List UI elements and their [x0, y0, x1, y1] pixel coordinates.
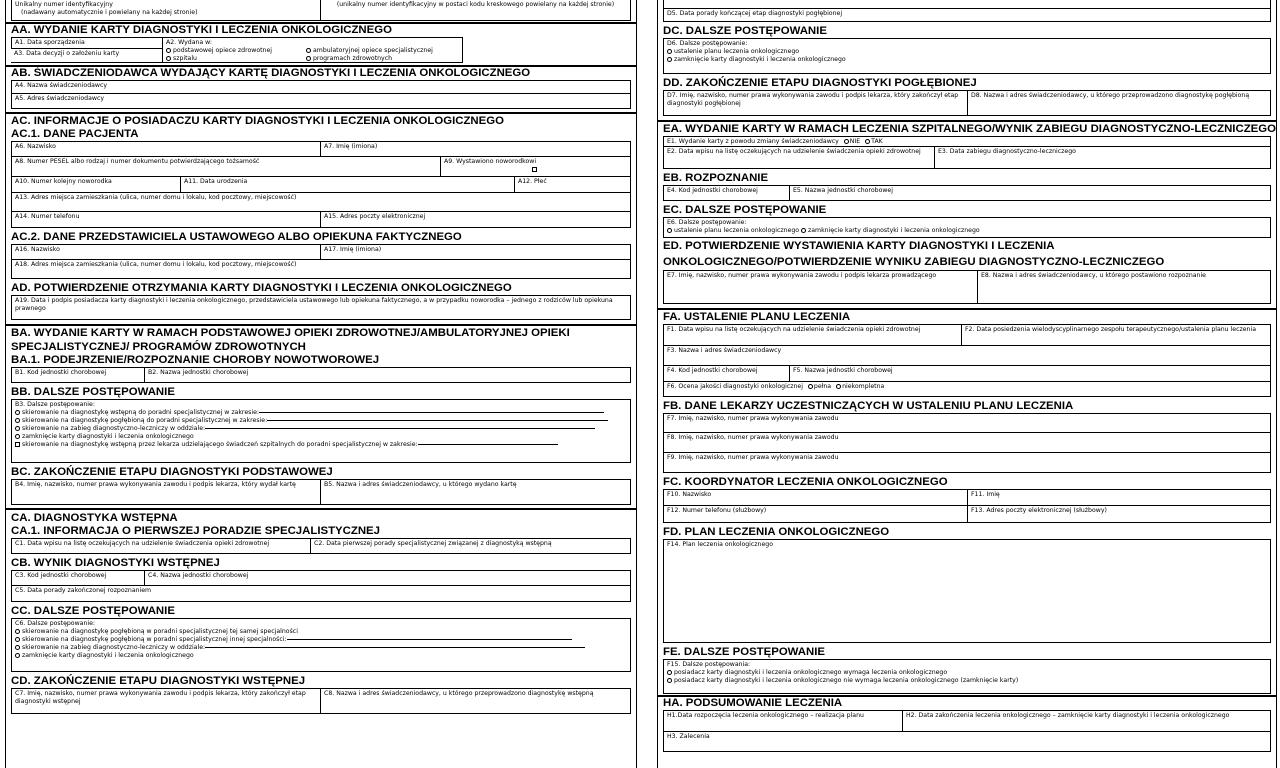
e3-field[interactable]	[935, 147, 1271, 169]
radio-icon	[836, 384, 841, 389]
section-ac2-title: AC.2. DANE PRZEDSTAWICIELA USTAWOWEGO ALBO OPIEKUNA FAKTYCZNEGO	[11, 231, 462, 243]
b2-label: B2. Nazwa jednostki chorobowej	[148, 369, 249, 376]
aa-row	[11, 37, 631, 63]
c1-field[interactable]	[11, 538, 311, 554]
b5-label: B5. Nazwa i adres świadczeniodawcy, u którego wydano kartę	[324, 481, 517, 488]
section-bb-title: BB. DALSZE POSTĘPOWANIE	[11, 386, 175, 398]
h3-field[interactable]	[663, 732, 1271, 752]
radio-icon	[15, 653, 20, 658]
f13-field[interactable]	[968, 506, 1271, 523]
e8-label: E8. Nazwa i adres świadczeniodawcy, u którego postawiono rozpoznanie	[981, 272, 1206, 279]
f4-field[interactable]	[663, 366, 790, 382]
section-ac-title: AC. INFORMACJE O POSIADACZU KARTY DIAGNOSTYKI I LECZENIA ONKOLOGICZNEGO	[11, 115, 504, 127]
f11-field[interactable]	[968, 489, 1271, 506]
a16-field[interactable]	[11, 244, 321, 260]
c6-option-4[interactable]	[15, 652, 627, 660]
radio-icon	[865, 139, 870, 144]
a9-field[interactable]	[441, 157, 631, 177]
right-column	[657, 0, 1277, 768]
f15-option-1[interactable]	[667, 669, 1267, 677]
f10-field[interactable]	[663, 489, 968, 506]
b1-label: B1. Kod jednostki chorobowej	[15, 369, 107, 376]
a12-field[interactable]	[515, 177, 631, 193]
c6-option-3-line[interactable]	[205, 647, 585, 648]
b3-option-2[interactable]	[15, 417, 627, 425]
d7-label: D7. Imię, nazwisko, numer prawa wykonywania zawodu i podpis lekarza, który zakończył etap diagnostyki pogłębionej	[667, 92, 959, 107]
c6-option-label: zamknięcie karty diagnostyki i leczenia onkologicznego	[22, 652, 194, 659]
a14-field[interactable]	[11, 212, 321, 228]
section-ac1-title: AC.1. DANE PACJENTA	[11, 128, 139, 140]
a2-label: A2. Wydana w:	[166, 39, 212, 46]
d6-option-2[interactable]	[667, 56, 1267, 64]
a5-label: A5. Adres świadczeniodawcy	[15, 95, 105, 102]
h1-label: H1.Data rozpoczęcia leczenia onkologicznego – realizacja planu	[667, 712, 864, 719]
e5-label: E5. Nazwa jednostki chorobowej	[793, 187, 893, 194]
a15-field[interactable]	[321, 212, 631, 228]
e2-field[interactable]	[663, 147, 935, 169]
uid-label: Unikalny numer identyfikacyjny	[15, 1, 113, 8]
c6-field	[11, 618, 631, 672]
c8-label: C8. Nazwa i adres świadczeniodawcy, u którego przeprowadzono diagnostykę wstępną	[324, 690, 594, 697]
f6-incomplete-label: niekompletna	[842, 383, 885, 390]
radio-icon	[667, 49, 672, 54]
f2-field[interactable]	[962, 324, 1271, 346]
e3-label: E3. Data zabiegu diagnostyczno-leczniczego	[938, 148, 1076, 155]
aa-left	[11, 37, 163, 63]
a19-label: A19. Data i podpis posiadacza karty diagnostyki i leczenia onkologicznego, przedstawiciela ustawowego lub opiekuna faktycznego, a w przypadku noworodka – jednego z rodziców lub opiekuna prawnego	[15, 297, 613, 312]
c6-option-label: skierowanie na diagnostykę pogłębioną w poradni specjalistycznej innej specjalności:	[22, 636, 287, 643]
a2-option-label: podstawowej opiece zdrowotnej	[173, 47, 272, 54]
a12-label: A12. Płeć	[518, 178, 547, 185]
radio-icon	[667, 678, 672, 683]
section-ec-title: EC. DALSZE POSTĘPOWANIE	[663, 204, 827, 216]
d8-field[interactable]	[968, 90, 1271, 116]
section-dd-title: DD. ZAKOŃCZENIE ETAPU DIAGNOSTYKI POGŁĘBIONEJ	[663, 77, 977, 89]
b3-option-1[interactable]	[15, 409, 627, 417]
section-cb-title: CB. WYNIK DIAGNOSTYKI WSTĘPNEJ	[11, 557, 220, 569]
radio-icon	[306, 48, 311, 53]
c2-label: C2. Data pierwszej porady specjalistycznej związanej z diagnostyką wstępną	[314, 540, 552, 547]
uid-barcode-field[interactable]	[321, 0, 631, 21]
f2-label: F2. Data posiedzenia wielodyscyplinarnego zespołu terapeutycznego/ustalenia planu leczenia	[965, 326, 1256, 333]
e6-option-2[interactable]	[801, 227, 980, 234]
radio-icon	[844, 139, 849, 144]
radio-icon	[801, 228, 806, 233]
a17-label: A17. Imię (imiona)	[324, 246, 382, 253]
f12-field[interactable]	[663, 506, 968, 523]
a1-label: A1. Data sporządzenia	[15, 39, 85, 46]
f15-option-label: posiadacz karty diagnostyki i leczenia onkologicznego wymaga leczenia onkologicznego	[674, 669, 948, 676]
b3-option-4[interactable]	[15, 433, 627, 441]
f8-field[interactable]	[663, 433, 1271, 453]
section-eb-title: EB. ROZPOZNANIE	[663, 172, 769, 184]
section-fe-title: FE. DALSZE POSTĘPOWANIE	[663, 646, 826, 658]
b5-field[interactable]	[321, 479, 631, 505]
radio-icon	[15, 426, 20, 431]
a3-label: A3. Data decyzji o założeniu karty	[14, 50, 120, 57]
e8-field[interactable]	[978, 270, 1271, 304]
e1-label: E1. Wydanie karty z powodu zmiany świadczeniodawcy	[667, 138, 839, 145]
radio-icon	[15, 637, 20, 642]
section-ba1-title: BA.1. PODEJRZENIE/ROZPOZNANIE CHOROBY NOWOTWOROWEJ	[11, 354, 380, 366]
checkbox-icon	[532, 167, 537, 172]
c8-field[interactable]	[321, 688, 631, 714]
c6-option-label: skierowanie na diagnostykę pogłębioną w poradni specjalistycznej tej samej specjalności	[22, 628, 298, 635]
c6-option-label: skierowanie na zabieg diagnostyczno-leczniczy w oddziale:	[22, 644, 206, 651]
a6-label: A6. Nazwisko	[15, 143, 56, 150]
section-bc-title: BC. ZAKOŃCZENIE ETAPU DIAGNOSTYKI PODSTAWOWEJ	[11, 466, 333, 478]
section-ha-title: HA. PODSUMOWANIE LECZENIA	[663, 697, 843, 709]
c6-option-3[interactable]	[15, 644, 627, 652]
f15-option-2[interactable]	[667, 677, 1267, 685]
a2-field	[163, 37, 463, 63]
section-fb-title: FB. DANE LEKARZY UCZESTNICZĄCYCH W USTALENIU PLANU LECZENIA	[663, 400, 1074, 412]
f15-option-label: posiadacz karty diagnostyki i leczenia onkologicznego nie wymaga leczenia onkologicznego (zamknięcie karty)	[674, 677, 1019, 684]
a7-label: A7. Imię (imiona)	[324, 143, 378, 150]
radio-icon	[667, 228, 672, 233]
d6-label: D6. Dalsze postępowanie:	[667, 40, 748, 47]
c4-field[interactable]	[145, 570, 631, 586]
f14-field[interactable]	[663, 539, 1271, 643]
b3-option-label: skierowanie na diagnostykę wstępną przez lekarza udzielającego świadczeń szpitalnych do poradni specjalistycznej w zakresie:	[22, 441, 418, 448]
a2-option-programy[interactable]	[306, 55, 433, 63]
e7-label: E7. Imię, nazwisko, numer prawa wykonywania zawodu i podpis lekarza prowadzącego	[667, 272, 937, 279]
uid-field[interactable]	[11, 0, 321, 21]
a16-label: A16. Nazwisko	[15, 246, 60, 253]
section-ca-title: CA. DIAGNOSTYKA WSTĘPNA	[11, 512, 178, 524]
b3-option-2-line[interactable]	[267, 420, 608, 421]
c4-label: C4. Nazwa jednostki chorobowej	[148, 572, 249, 579]
b3-option-label: skierowanie na diagnostykę pogłębioną do poradni specjalistycznej w zakresie:	[22, 417, 268, 424]
a8-label: A8. Numer PESEL albo rodzaj i numer dokumentu potwierdzającego tożsamość	[15, 158, 260, 165]
a9-label: A9. Wystawiono noworodkowi	[444, 158, 537, 165]
c6-option-1[interactable]	[15, 628, 627, 636]
b3-label: B3. Dalsze postępowanie:	[15, 401, 95, 408]
f7-field[interactable]	[663, 413, 1271, 433]
c3-field[interactable]	[11, 570, 145, 586]
d5-label: D5. Data porady kończącej etap diagnostyki pogłębionej	[667, 10, 843, 17]
section-ba-title: BA. WYDANIE KARTY W RAMACH PODSTAWOWEJ OPIEKI ZDROWOTNEJ/AMBULATORYJNEJ OPIEKI SPECJALISTYCZNEJ/ PROGRAMÓW ZDROWOTNYCH	[11, 327, 570, 353]
e1-option-yes[interactable]	[865, 138, 883, 145]
f12-label: F12. Numer telefonu (służbowy)	[667, 507, 767, 514]
radio-icon	[808, 384, 813, 389]
a2-option-szpital[interactable]	[166, 55, 306, 63]
h3-label: H3. Zalecenia	[667, 733, 710, 740]
c5-field[interactable]	[11, 586, 631, 602]
a10-field[interactable]	[11, 177, 181, 193]
d6-field	[663, 38, 1271, 74]
f1-label: F1. Data wpisu na listę oczekujących na udzielenie świadczenia opieki zdrowotnej	[667, 326, 921, 333]
checkbox-icon	[15, 442, 20, 447]
h2-label: H2. Data zakończenia leczenia onkologicznego – zamknięcie karty diagnostyki i leczenia onkologicznego	[906, 712, 1230, 719]
a10-label: A10. Numer kolejny noworodka	[15, 178, 112, 185]
a3-field[interactable]	[11, 49, 163, 63]
b3-option-5[interactable]	[15, 441, 627, 449]
a5-field[interactable]	[11, 94, 631, 109]
f15-label: F15. Dalsze postępowania:	[667, 661, 751, 668]
b3-option-label: skierowanie na zabieg diagnostyczno-leczniczy w oddziale:	[22, 425, 206, 432]
f1-field[interactable]	[663, 324, 962, 346]
c1-label: C1. Data wpisu na listę oczekujących na udzielenie świadczenia opieki zdrowotnej	[15, 540, 270, 547]
c2-field[interactable]	[311, 538, 631, 554]
radio-icon	[306, 56, 311, 61]
e5-field[interactable]	[790, 185, 1271, 201]
e6-option-label: zamknięcie karty diagnostyki i leczenia onkologicznego	[808, 227, 980, 234]
a8-field[interactable]	[11, 157, 441, 177]
section-aa-title: AA. WYDANIE KARTY DIAGNOSTYKI I LECZENIA ONKOLOGICZNEGO	[11, 24, 392, 36]
section-cd-title: CD. ZAKOŃCZENIE ETAPU DIAGNOSTYKI WSTĘPNEJ	[11, 675, 306, 687]
b1-field[interactable]	[11, 367, 145, 383]
c6-label: C6. Dalsze postępowanie:	[15, 620, 95, 627]
c6-option-2[interactable]	[15, 636, 627, 644]
b3-option-3[interactable]	[15, 425, 627, 433]
a2-option-label: szpitalu	[173, 55, 197, 62]
c7-field[interactable]	[11, 688, 321, 714]
radio-icon	[667, 57, 672, 62]
uid-row	[11, 0, 631, 21]
e6-option-1[interactable]	[667, 227, 799, 234]
section-ab-title: AB. ŚWIADCZENIODAWCA WYDAJĄCY KARTĘ DIAGNOSTYKI I LECZENIA ONKOLOGICZNEGO	[11, 67, 531, 79]
e6-option-label: ustalenie planu leczenia onkologicznego	[674, 227, 800, 234]
radio-icon	[15, 629, 20, 634]
e4-field[interactable]	[663, 185, 790, 201]
a18-label: A18. Adres miejsca zamieszkania (ulica, numer domu i lokalu, kod pocztowy, miejscowość)	[15, 261, 297, 268]
a7-field[interactable]	[321, 141, 631, 157]
radio-icon	[15, 434, 20, 439]
section-fa-title: FA. USTALENIE PLANU LECZENIA	[663, 311, 851, 323]
d8-label: D8. Nazwa i adres świadczeniodawcy, u którego przeprowadzono diagnostykę pogłębioną	[971, 92, 1250, 99]
uid-barcode-note: (unikalny numer identyfikacyjny w postaci kodu kreskowego powielany na każdej stronie)	[336, 1, 615, 8]
d7-field[interactable]	[663, 90, 968, 116]
a4-label: A4. Nazwa świadczeniodawcy	[15, 82, 108, 89]
f11-label: F11. Imię	[971, 491, 1000, 498]
a6-field[interactable]	[11, 141, 321, 157]
a2-option-label: programach zdrowotnych	[313, 55, 393, 62]
f14-label: F14. Plan leczenia onkologicznego	[667, 541, 773, 548]
section-cc-title: CC. DALSZE POSTĘPOWANIE	[11, 605, 175, 617]
section-ea-title: EA. WYDANIE KARTY W RAMACH LECZENIA SZPITALNEGO/WYNIK ZABIEGU DIAGNOSTYCZNO-LECZNICZEGO	[663, 123, 1276, 135]
f5-field[interactable]	[790, 366, 1271, 382]
f8-label: F8. Imię, nazwisko, numer prawa wykonywania zawodu	[667, 434, 839, 441]
radio-icon	[166, 48, 171, 53]
radio-icon	[15, 645, 20, 650]
f4-label: F4. Kod jednostki chorobowej	[667, 367, 758, 374]
e1-field	[663, 136, 1271, 147]
b3-option-label: zamknięcie karty diagnostyki i leczenia onkologicznego	[22, 433, 194, 440]
a9-checkbox[interactable]	[532, 166, 539, 174]
d5-field[interactable]	[663, 9, 1271, 22]
f6-full-label: pełna	[813, 383, 832, 390]
a15-label: A15. Adres poczty elektronicznej	[324, 213, 426, 220]
left-column	[5, 0, 637, 768]
radio-icon	[166, 56, 171, 61]
f7-label: F7. Imię, nazwisko, numer prawa wykonywania zawodu	[667, 415, 839, 422]
c5-label: C5. Data porady zakończonej rozpoznaniem	[15, 587, 152, 594]
e1-yes-label: TAK	[871, 138, 883, 145]
section-fd-title: FD. PLAN LECZENIA ONKOLOGICZNEGO	[663, 526, 890, 538]
f9-label: F9. Imię, nazwisko, numer prawa wykonywania zawodu	[667, 454, 839, 461]
a19-field[interactable]	[11, 295, 631, 320]
b3-option-1-line[interactable]	[259, 412, 604, 413]
a11-field[interactable]	[181, 177, 515, 193]
f10-label: F10. Nazwisko	[667, 491, 712, 498]
d6-option-label: ustalenie planu leczenia onkologicznego	[674, 48, 800, 55]
d6-option-1[interactable]	[667, 48, 1267, 56]
section-dc-title: DC. DALSZE POSTĘPOWANIE	[663, 25, 827, 37]
f3-label: F3. Nazwa i adres świadczeniodawcy	[667, 347, 782, 354]
a14-label: A14. Numer telefonu	[15, 213, 80, 220]
c6-option-2-line[interactable]	[287, 639, 572, 640]
e7-field[interactable]	[663, 270, 978, 304]
b3-field	[11, 399, 631, 463]
f6-label: F6. Ocena jakości diagnostyki onkologicznej	[667, 383, 803, 390]
radio-icon	[15, 410, 20, 415]
f13-label: F13. Adres poczty elektronicznej (służbowy)	[971, 507, 1107, 514]
d-prev-field[interactable]	[663, 0, 1271, 9]
e6-options	[667, 227, 1267, 235]
a17-field[interactable]	[321, 244, 631, 260]
h1-field[interactable]	[663, 710, 903, 732]
section-ca1-title: CA.1. INFORMACJA O PIERWSZEJ PORADZIE SPECJALISTYCZNEJ	[11, 525, 380, 537]
e4-label: E4. Kod jednostki chorobowej	[667, 187, 758, 194]
section-fc-title: FC. KOORDYNATOR LECZENIA ONKOLOGICZNEGO	[663, 476, 948, 488]
e6-label: E6. Dalsze postępowanie:	[667, 219, 747, 226]
f15-field	[663, 659, 1271, 694]
c3-label: C3. Kod jednostki chorobowej	[15, 572, 107, 579]
b2-field[interactable]	[145, 367, 631, 383]
c7-label: C7. Imię, nazwisko, numer prawa wykonywania zawodu i podpis lekarza, który zakończył etap diagnostyki wstępnej	[15, 690, 306, 705]
radio-icon	[15, 418, 20, 423]
a18-field[interactable]	[11, 260, 631, 279]
h2-field[interactable]	[903, 710, 1271, 732]
f6-option-full[interactable]	[808, 383, 831, 390]
uid-note: (nadawany automatycznie i powielany na każdej stronie)	[21, 9, 198, 16]
f9-field[interactable]	[663, 453, 1271, 473]
a11-label: A11. Data urodzenia	[184, 178, 248, 185]
f5-label: F5. Nazwa jednostki chorobowej	[793, 367, 893, 374]
e6-field	[663, 217, 1271, 238]
a2-option-aos[interactable]	[306, 47, 433, 55]
b3-option-3-line[interactable]	[205, 428, 595, 429]
section-ad-title: AD. POTWIERDZENIE OTRZYMANIA KARTY DIAGNOSTYKI I LECZENIA ONKOLOGICZNEGO	[11, 282, 512, 294]
f6-field	[663, 382, 1271, 397]
e1-no-label: NIE	[849, 138, 861, 145]
a4-field[interactable]	[11, 80, 631, 94]
f3-field[interactable]	[663, 346, 1271, 366]
a1-field[interactable]	[11, 37, 163, 49]
e2-label: E2. Data wpisu na listę oczekujących na udzielenie świadczenia opieki zdrowotnej	[667, 148, 921, 155]
a2-option-label: ambulatoryjnej opiece specjalistycznej	[313, 47, 433, 54]
b3-option-5-line[interactable]	[418, 444, 558, 445]
a13-label: A13. Adres miejsca zamieszkania (ulica, numer domu i lokalu, kod pocztowy, miejscowość)	[15, 194, 297, 201]
b4-field[interactable]	[11, 479, 321, 505]
a13-field[interactable]	[11, 193, 631, 212]
d6-option-label: zamknięcie karty diagnostyki i leczenia onkologicznego	[674, 56, 846, 63]
a2-option-poz[interactable]	[166, 47, 306, 55]
e1-option-no[interactable]	[844, 138, 860, 145]
section-ed-title: ED. POTWIERDZENIE WYSTAWIENIA KARTY DIAGNOSTYKI I LECZENIA ONKOLOGICZNEGO/POTWIERDZENIE WYNIKU ZABIEGU DIAGNOSTYCZNO-LECZNICZEGO	[663, 240, 1165, 268]
b4-label: B4. Imię, nazwisko, numer prawa wykonywania zawodu i podpis lekarza, który wydał kartę	[15, 481, 296, 488]
f6-option-incomplete[interactable]	[836, 383, 884, 390]
radio-icon	[667, 670, 672, 675]
b3-option-label: skierowanie na diagnostykę wstępną do poradni specjalistycznej w zakresie:	[22, 409, 259, 416]
